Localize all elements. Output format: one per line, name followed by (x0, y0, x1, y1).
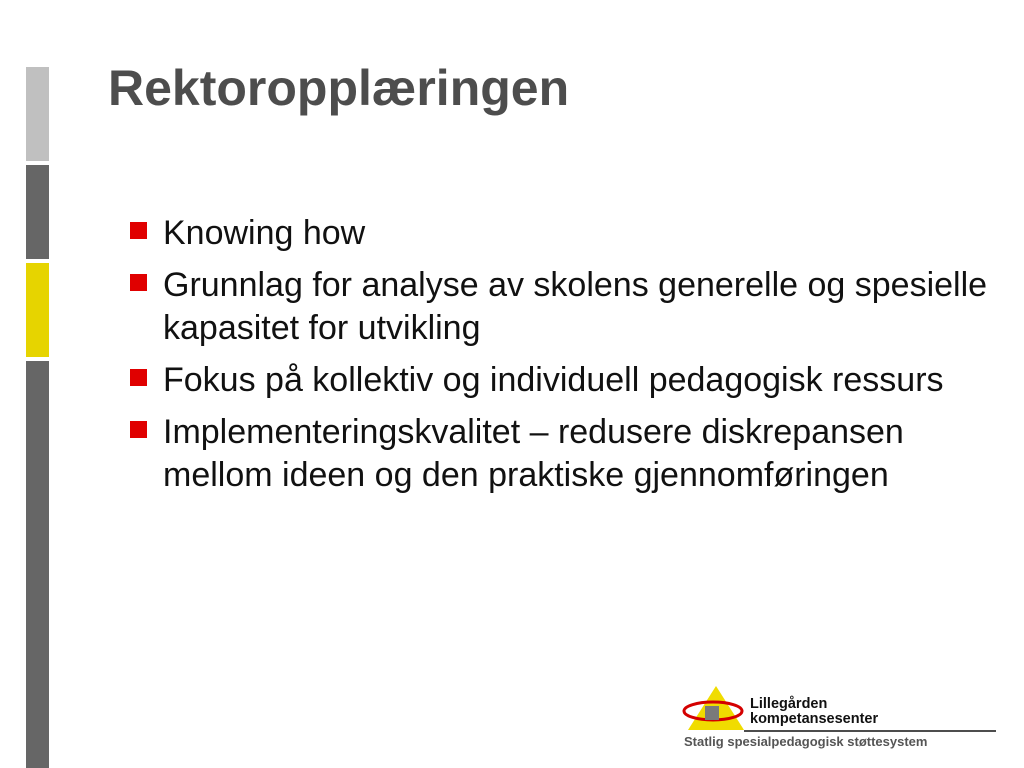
bullet-item (130, 212, 990, 255)
side-bar-dark-bottom (26, 361, 49, 768)
side-bar-accent (26, 263, 49, 357)
slide-title: Rektoropplæringen (108, 60, 570, 116)
logo-name-line2: kompetansesenter (750, 711, 879, 727)
bullet-square-icon (130, 369, 147, 386)
bullet-text: Implementeringskvalitet – redusere diskrepansen mellom ideen og den praktiske gjennomføringen (163, 413, 904, 494)
logo-name-line1: Lillegården (750, 696, 828, 712)
bullet-text: Knowing how (163, 214, 366, 252)
side-bar-light (26, 67, 49, 161)
logo-emblem-icon (680, 684, 752, 734)
logo-divider (744, 730, 996, 732)
bullet-item (130, 264, 990, 350)
bullet-square-icon (130, 222, 147, 239)
logo-name (750, 697, 878, 727)
bullet-square-icon (130, 421, 147, 438)
organization-logo (680, 684, 1000, 754)
bullet-item (130, 359, 990, 402)
bullet-list (130, 212, 990, 506)
side-bar-dark-top (26, 165, 49, 259)
bullet-text: Fokus på kollektiv og individuell pedagogisk ressurs (163, 361, 944, 399)
bullet-item (130, 411, 990, 497)
logo-square-shape (705, 706, 719, 720)
bullet-text: Grunnlag for analyse av skolens generelle og spesielle kapasitet for utvikling (163, 266, 988, 347)
bullet-square-icon (130, 274, 147, 291)
logo-tagline: Statlig spesialpedagogisk støttesystem (684, 734, 928, 749)
